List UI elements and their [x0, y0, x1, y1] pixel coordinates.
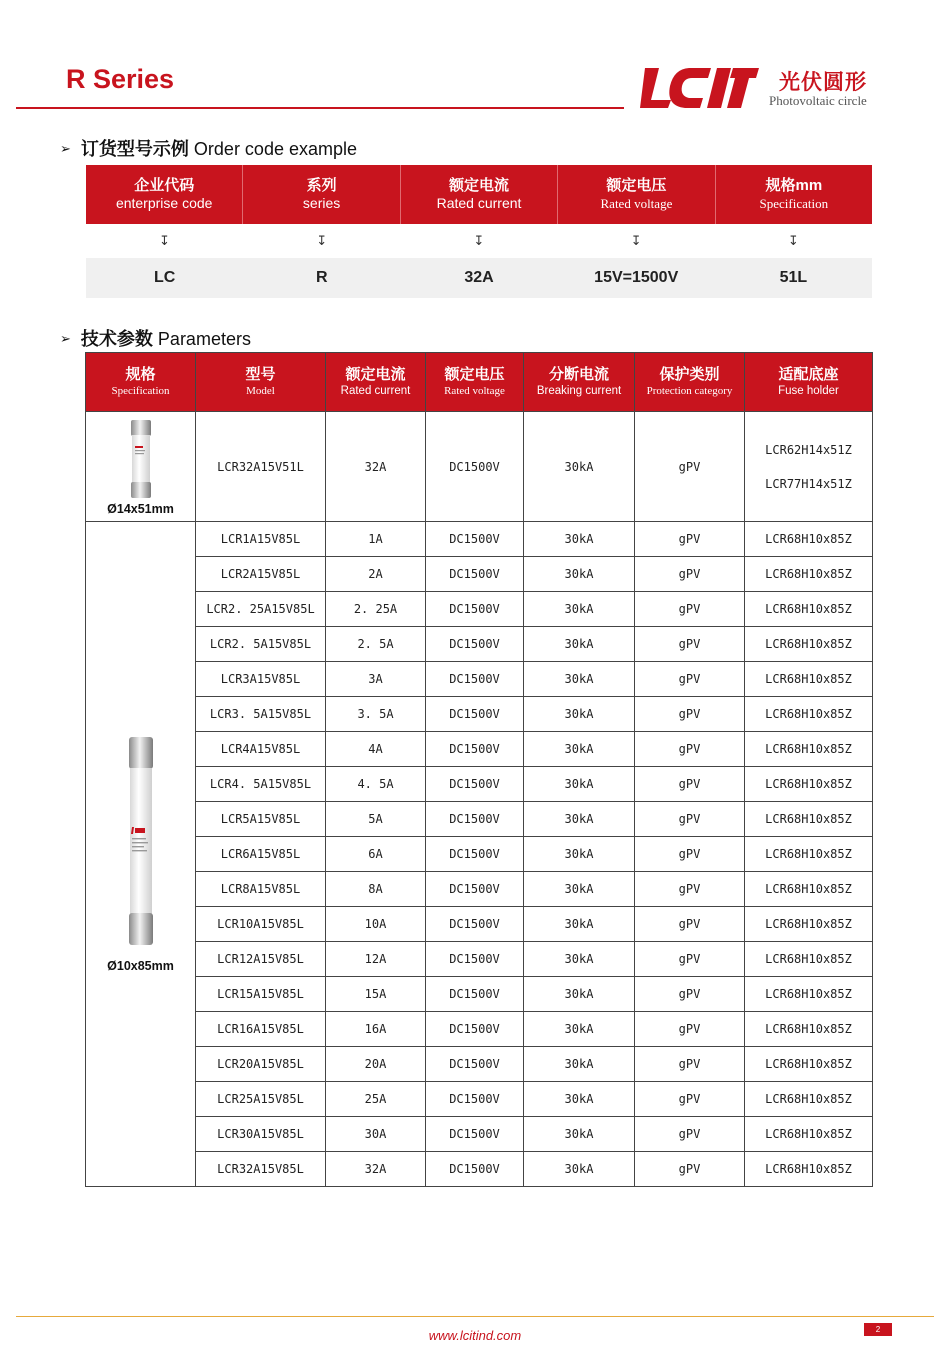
params-heading-en: Parameters	[157, 329, 251, 349]
holder-cell: LCR68H10x85Z	[745, 662, 873, 697]
breaking-cell: 30kA	[524, 1047, 635, 1082]
down-arrow-icon: ↧	[787, 233, 799, 248]
table-row	[86, 942, 873, 977]
holder-cell: LCR68H10x85Z	[745, 767, 873, 802]
category-cell: gPV	[635, 837, 745, 872]
category-cell: gPV	[635, 1082, 745, 1117]
holder-cell: LCR68H10x85Z	[745, 592, 873, 627]
category-cell: gPV	[635, 627, 745, 662]
breaking-cell: 30kA	[524, 837, 635, 872]
holder-cell: LCR68H10x85Z	[745, 942, 873, 977]
holder-cell: LCR68H10x85Z	[745, 732, 873, 767]
voltage-cell: DC1500V	[426, 1082, 524, 1117]
model-cell: LCR10A15V85L	[196, 907, 326, 942]
table-row	[86, 1082, 873, 1117]
breaking-cell: 30kA	[524, 907, 635, 942]
table-row	[86, 412, 873, 522]
down-arrow-icon: ↧	[473, 233, 485, 248]
model-cell: LCR15A15V85L	[196, 977, 326, 1012]
voltage-cell: DC1500V	[426, 977, 524, 1012]
voltage-cell: DC1500V	[426, 837, 524, 872]
params-header-row	[86, 353, 873, 412]
table-row	[86, 767, 873, 802]
holder-cell: LCR68H10x85Z	[745, 627, 873, 662]
model-cell: LCR32A15V51L	[196, 412, 326, 522]
order-value-series: R	[316, 269, 328, 286]
model-cell: LCR5A15V85L	[196, 802, 326, 837]
table-row	[86, 732, 873, 767]
table-row	[86, 522, 873, 557]
category-cell: gPV	[635, 592, 745, 627]
category-cell: gPV	[635, 942, 745, 977]
model-cell: LCR4. 5A15V85L	[196, 767, 326, 802]
category-cell: gPV	[635, 802, 745, 837]
model-cell: LCR3. 5A15V85L	[196, 697, 326, 732]
params-col-model: 型号 Model	[196, 353, 326, 412]
holder-cell: LCR68H10x85Z	[745, 522, 873, 557]
voltage-cell: DC1500V	[426, 942, 524, 977]
category-cell: gPV	[635, 412, 745, 522]
order-col-enterprise-code: 企业代码 enterprise code	[86, 165, 243, 224]
model-cell: LCR2. 25A15V85L	[196, 592, 326, 627]
current-cell: 8A	[326, 872, 426, 907]
current-cell: 32A	[326, 1152, 426, 1187]
breaking-cell: 30kA	[524, 1082, 635, 1117]
breaking-cell: 30kA	[524, 412, 635, 522]
order-value-enterprise-code: LC	[153, 269, 176, 286]
voltage-cell: DC1500V	[426, 767, 524, 802]
holder-cell: LCR68H10x85Z	[745, 907, 873, 942]
brand-cn-title: 光伏圆形	[779, 71, 867, 94]
table-row	[86, 592, 873, 627]
holder-cell: LCR68H10x85Z	[745, 697, 873, 732]
order-value-rated-current: 32A	[464, 269, 494, 286]
category-cell: gPV	[635, 1152, 745, 1187]
breaking-cell: 30kA	[524, 557, 635, 592]
holder-cell: LCR68H10x85Z	[745, 557, 873, 592]
holder-cell: LCR68H10x85Z	[745, 977, 873, 1012]
bullet-arrow-icon: ➢	[60, 331, 71, 346]
breaking-cell: 30kA	[524, 697, 635, 732]
model-cell: LCR2. 5A15V85L	[196, 627, 326, 662]
params-col-rated-voltage: 额定电压 Rated voltage	[426, 353, 524, 412]
breaking-cell: 30kA	[524, 767, 635, 802]
voltage-cell: DC1500V	[426, 627, 524, 662]
table-row	[86, 837, 873, 872]
order-col-series: 系列 series	[243, 165, 400, 224]
current-cell: 25A	[326, 1082, 426, 1117]
voltage-cell: DC1500V	[426, 907, 524, 942]
table-row	[86, 802, 873, 837]
down-arrow-icon: ↧	[630, 233, 642, 248]
order-col-rated-current: 额定电流 Rated current	[401, 165, 558, 224]
breaking-cell: 30kA	[524, 872, 635, 907]
params-section-heading	[60, 325, 251, 351]
footer-url[interactable]: www.lcitind.com	[428, 1328, 522, 1343]
order-arrow-row	[86, 224, 872, 258]
table-row	[86, 697, 873, 732]
table-row	[86, 1117, 873, 1152]
table-row	[86, 1012, 873, 1047]
category-cell: gPV	[635, 1117, 745, 1152]
current-cell: 6A	[326, 837, 426, 872]
page-number: 2	[864, 1323, 892, 1336]
category-cell: gPV	[635, 732, 745, 767]
voltage-cell: DC1500V	[426, 412, 524, 522]
breaking-cell: 30kA	[524, 662, 635, 697]
breaking-cell: 30kA	[524, 732, 635, 767]
voltage-cell: DC1500V	[426, 872, 524, 907]
holder-cell: LCR68H10x85Z	[745, 837, 873, 872]
footer-divider	[16, 1316, 934, 1317]
order-heading-cn: 订货型号示例	[80, 139, 189, 159]
category-cell: gPV	[635, 522, 745, 557]
voltage-cell: DC1500V	[426, 1012, 524, 1047]
model-cell: LCR25A15V85L	[196, 1082, 326, 1117]
current-cell: 5A	[326, 802, 426, 837]
current-cell: 32A	[326, 412, 426, 522]
model-cell: LCR6A15V85L	[196, 837, 326, 872]
model-cell: LCR30A15V85L	[196, 1117, 326, 1152]
holder-cell: LCR68H10x85Z	[745, 802, 873, 837]
current-cell: 2A	[326, 557, 426, 592]
table-row	[86, 872, 873, 907]
order-values-row	[86, 258, 872, 298]
params-col-specification: 规格 Specification	[86, 353, 196, 412]
order-col-specification: 规格mm Specification	[759, 177, 829, 211]
holder-cell: LCR68H10x85Z	[745, 1082, 873, 1117]
holder-option: LCR62H14x51Z	[765, 442, 852, 457]
voltage-cell: DC1500V	[426, 802, 524, 837]
current-cell: 2. 25A	[326, 592, 426, 627]
breaking-cell: 30kA	[524, 802, 635, 837]
breaking-cell: 30kA	[524, 1012, 635, 1047]
voltage-cell: DC1500V	[426, 732, 524, 767]
model-cell: LCR2A15V85L	[196, 557, 326, 592]
parameters-table	[85, 352, 873, 1187]
table-row	[86, 1152, 873, 1187]
holder-cell: LCR68H10x85Z	[745, 1152, 873, 1187]
current-cell: 30A	[326, 1117, 426, 1152]
down-arrow-icon: ↧	[159, 233, 171, 248]
spec-cell-14x51	[86, 412, 196, 522]
voltage-cell: DC1500V	[426, 522, 524, 557]
current-cell: 16A	[326, 1012, 426, 1047]
voltage-cell: DC1500V	[426, 1152, 524, 1187]
breaking-cell: 30kA	[524, 627, 635, 662]
bullet-arrow-icon: ➢	[60, 141, 71, 156]
voltage-cell: DC1500V	[426, 662, 524, 697]
category-cell: gPV	[635, 662, 745, 697]
breaking-cell: 30kA	[524, 1152, 635, 1187]
category-cell: gPV	[635, 767, 745, 802]
order-code-table	[86, 165, 872, 298]
params-col-protection-category: 保护类别 Protection category	[635, 353, 745, 412]
current-cell: 2. 5A	[326, 627, 426, 662]
table-row	[86, 662, 873, 697]
model-cell: LCR16A15V85L	[196, 1012, 326, 1047]
category-cell: gPV	[635, 697, 745, 732]
model-cell: LCR12A15V85L	[196, 942, 326, 977]
current-cell: 15A	[326, 977, 426, 1012]
params-heading-cn: 技术参数	[80, 329, 153, 349]
lcit-logo	[637, 66, 759, 110]
breaking-cell: 30kA	[524, 942, 635, 977]
order-value-rated-voltage: 15V=1500V	[594, 269, 679, 286]
current-cell: 4A	[326, 732, 426, 767]
breaking-cell: 30kA	[524, 1117, 635, 1152]
holder-cell: LCR68H10x85Z	[745, 872, 873, 907]
voltage-cell: DC1500V	[426, 557, 524, 592]
current-cell: 4. 5A	[326, 767, 426, 802]
voltage-cell: DC1500V	[426, 1047, 524, 1082]
holder-cell: LCR68H10x85Z	[745, 1047, 873, 1082]
model-cell: LCR3A15V85L	[196, 662, 326, 697]
params-col-breaking-current: 分断电流 Breaking current	[524, 353, 635, 412]
order-value-specification: 51L	[779, 269, 808, 286]
table-row	[86, 1047, 873, 1082]
params-col-rated-current: 额定电流 Rated current	[326, 353, 426, 412]
model-cell: LCR32A15V85L	[196, 1152, 326, 1187]
voltage-cell: DC1500V	[426, 1117, 524, 1152]
model-cell: LCR20A15V85L	[196, 1047, 326, 1082]
order-section-heading	[60, 135, 357, 161]
voltage-cell: DC1500V	[426, 697, 524, 732]
holder-cell: LCR68H10x85Z	[745, 1117, 873, 1152]
current-cell: 3A	[326, 662, 426, 697]
header-divider	[16, 107, 624, 109]
fuse-10x85-image	[121, 735, 161, 947]
series-title: R Series	[66, 64, 175, 94]
table-row	[86, 907, 873, 942]
breaking-cell: 30kA	[524, 592, 635, 627]
category-cell: gPV	[635, 1047, 745, 1082]
breaking-cell: 30kA	[524, 977, 635, 1012]
current-cell: 10A	[326, 907, 426, 942]
model-cell: LCR4A15V85L	[196, 732, 326, 767]
voltage-cell: DC1500V	[426, 592, 524, 627]
order-heading-en: Order code example	[193, 139, 358, 159]
model-cell: LCR8A15V85L	[196, 872, 326, 907]
holder-option: LCR77H14x51Z	[765, 476, 852, 491]
spec-cell-10x85	[86, 522, 196, 1187]
current-cell: 3. 5A	[326, 697, 426, 732]
category-cell: gPV	[635, 977, 745, 1012]
current-cell: 20A	[326, 1047, 426, 1082]
breaking-cell: 30kA	[524, 522, 635, 557]
holder-cell	[745, 412, 873, 522]
brand-en-subtitle: Photovoltaic circle	[769, 93, 867, 108]
holder-cell: LCR68H10x85Z	[745, 1012, 873, 1047]
category-cell: gPV	[635, 872, 745, 907]
category-cell: gPV	[635, 907, 745, 942]
spec-label-10x85: Ø10x85mm	[107, 959, 174, 973]
current-cell: 12A	[326, 942, 426, 977]
table-row	[86, 627, 873, 662]
table-row	[86, 557, 873, 592]
down-arrow-icon: ↧	[316, 233, 328, 248]
order-col-rated-voltage: 额定电压 Rated voltage	[558, 165, 715, 224]
current-cell: 1A	[326, 522, 426, 557]
params-col-fuse-holder: 适配底座 Fuse holder	[745, 353, 873, 412]
model-cell: LCR1A15V85L	[196, 522, 326, 557]
table-row	[86, 977, 873, 1012]
spec-label-14x51: Ø14x51mm	[107, 502, 174, 516]
fuse-14x51-image	[121, 418, 161, 502]
category-cell: gPV	[635, 1012, 745, 1047]
category-cell: gPV	[635, 557, 745, 592]
order-header-row	[86, 165, 872, 224]
